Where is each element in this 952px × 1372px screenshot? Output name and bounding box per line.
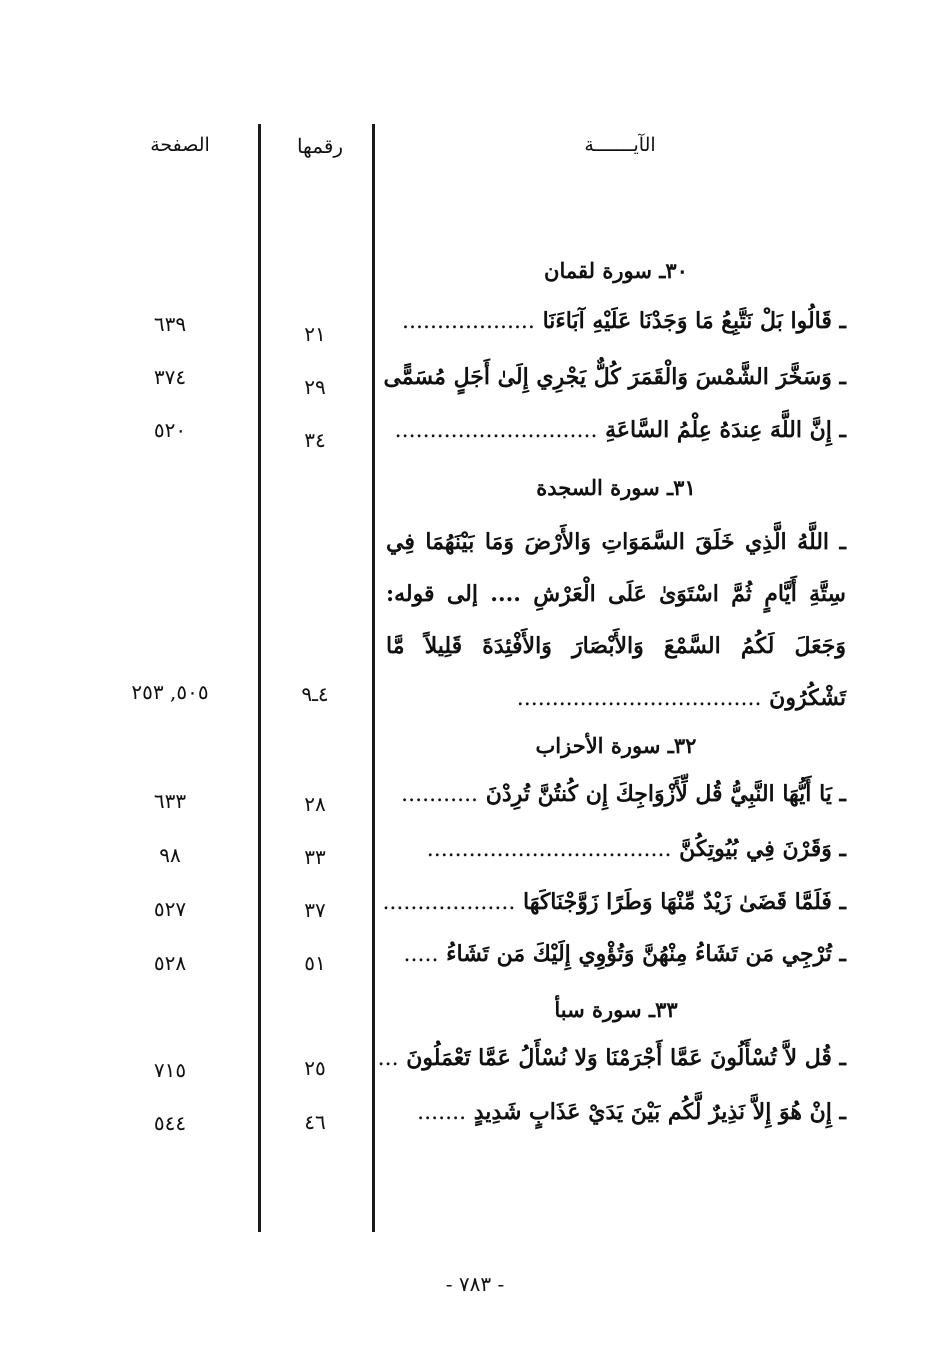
column-divider-right xyxy=(372,124,375,1232)
verse-text: ـ تُرْجِي مَن تَشَاءُ مِنْهُنَّ وَتُؤْوِي إِلَيْكَ مَن تَشَاءُ ..... xyxy=(403,941,846,967)
page-number: ٦٣٣ xyxy=(153,789,187,813)
page-number: ٩٨ xyxy=(159,843,181,867)
page-folio: - ٧٨٣ - xyxy=(445,1272,505,1296)
verse-number: ٢١ xyxy=(304,322,326,346)
page-number: ٥٢٠ xyxy=(153,418,187,442)
header-page: الصفحة xyxy=(150,134,210,156)
page-number: ٧١٥ xyxy=(153,1058,187,1082)
page-number: ٥٢٨ xyxy=(153,951,187,975)
verse-paragraph: ـ اللَّهُ الَّذِي خَلَقَ السَّمَوَاتِ وَالأَرْضَ وَمَا بَيْنَهُمَا فِي سِتَّةِ أَيَّامٍ ثُمَّ اسْتَوَىٰ عَلَى الْعَرْشِ .... إلى قوله: وَجَعَلَ لَكُمُ السَّمْعَ وَالأَبْصَارَ وَالأَفْئِدَةَ قَلِيلاً مَّا تَشْكُرُونَ ................................... xyxy=(386,529,846,711)
verse-text: ـ وَقَرْنَ فِي بُيُوتِكُنَّ ................................... xyxy=(426,836,846,862)
surah-title: ٣٣ـ سورة سبأ xyxy=(554,997,678,1022)
verse-text: ـ إِنْ هُوَ إِلاَّ نَذِيرٌ لَّكُم بَيْنَ يَدَيْ عَذَابٍ شَدِيدٍ ....... xyxy=(417,1099,846,1125)
verse-text: ـ قُل لاَّ تُسْأَلُونَ عَمَّا أَجْرَمْنَا وَلا نُسْأَلُ عَمَّا تَعْمَلُونَ ... xyxy=(377,1045,846,1071)
verse-text: ـ إِنَّ اللَّهَ عِندَهُ عِلْمُ السَّاعَةِ ............................. xyxy=(394,417,846,443)
verse-number: ٣٤ xyxy=(304,428,326,452)
surah-title: ٣٢ـ سورة الأحزاب xyxy=(535,733,697,758)
verse-text: ـ قَالُوا بَلْ نَتَّبِعُ مَا وَجَدْنَا عَلَيْهِ آبَاءَنَا ................... xyxy=(402,308,846,334)
header-number: رقمها xyxy=(296,134,344,158)
verse-text: ـ يَا أَيُّهَا النَّبِيُّ قُل لِّأَزْوَاجِكَ إِن كُنتُنَّ تُرِدْنَ ........... xyxy=(401,781,846,807)
column-divider-left xyxy=(258,124,261,1232)
verse-number: ٣٣ xyxy=(304,845,326,869)
verse-number: ٥١ xyxy=(304,951,326,975)
verse-number: ٢٩ xyxy=(304,375,326,399)
page-number: ٥٢٧ xyxy=(153,897,187,921)
verse-number: ٢٥ xyxy=(304,1056,326,1080)
verse-number: ٤ـ٩ xyxy=(301,682,329,706)
surah-title: ٣١ـ سورة السجدة xyxy=(536,475,696,500)
verse-number: ٤٦ xyxy=(304,1110,326,1134)
page-number: ٦٣٩ xyxy=(153,312,187,336)
verse-text: ـ وَسَخَّرَ الشَّمْسَ وَالْقَمَرَ كُلٌّ يَجْرِي إِلَىٰ أَجَلٍ مُسَمًّى xyxy=(383,364,846,390)
page-number: ٥٤٤ xyxy=(153,1111,187,1135)
verse-number: ٣٧ xyxy=(304,898,326,922)
header-verse: الآيـــــــة xyxy=(584,134,656,156)
verse-number: ٢٨ xyxy=(304,792,326,816)
page-number: ٣٧٤ xyxy=(153,365,187,389)
verse-text: ـ فَلَمَّا قَضَىٰ زَيْدٌ مِّنْهَا وَطَرًا زَوَّجْنَاكَهَا ................... xyxy=(382,889,846,915)
page-number: ٥٠٥, ٢٥٣ xyxy=(131,680,209,704)
surah-title: ٣٠ـ سورة لقمان xyxy=(544,258,688,283)
